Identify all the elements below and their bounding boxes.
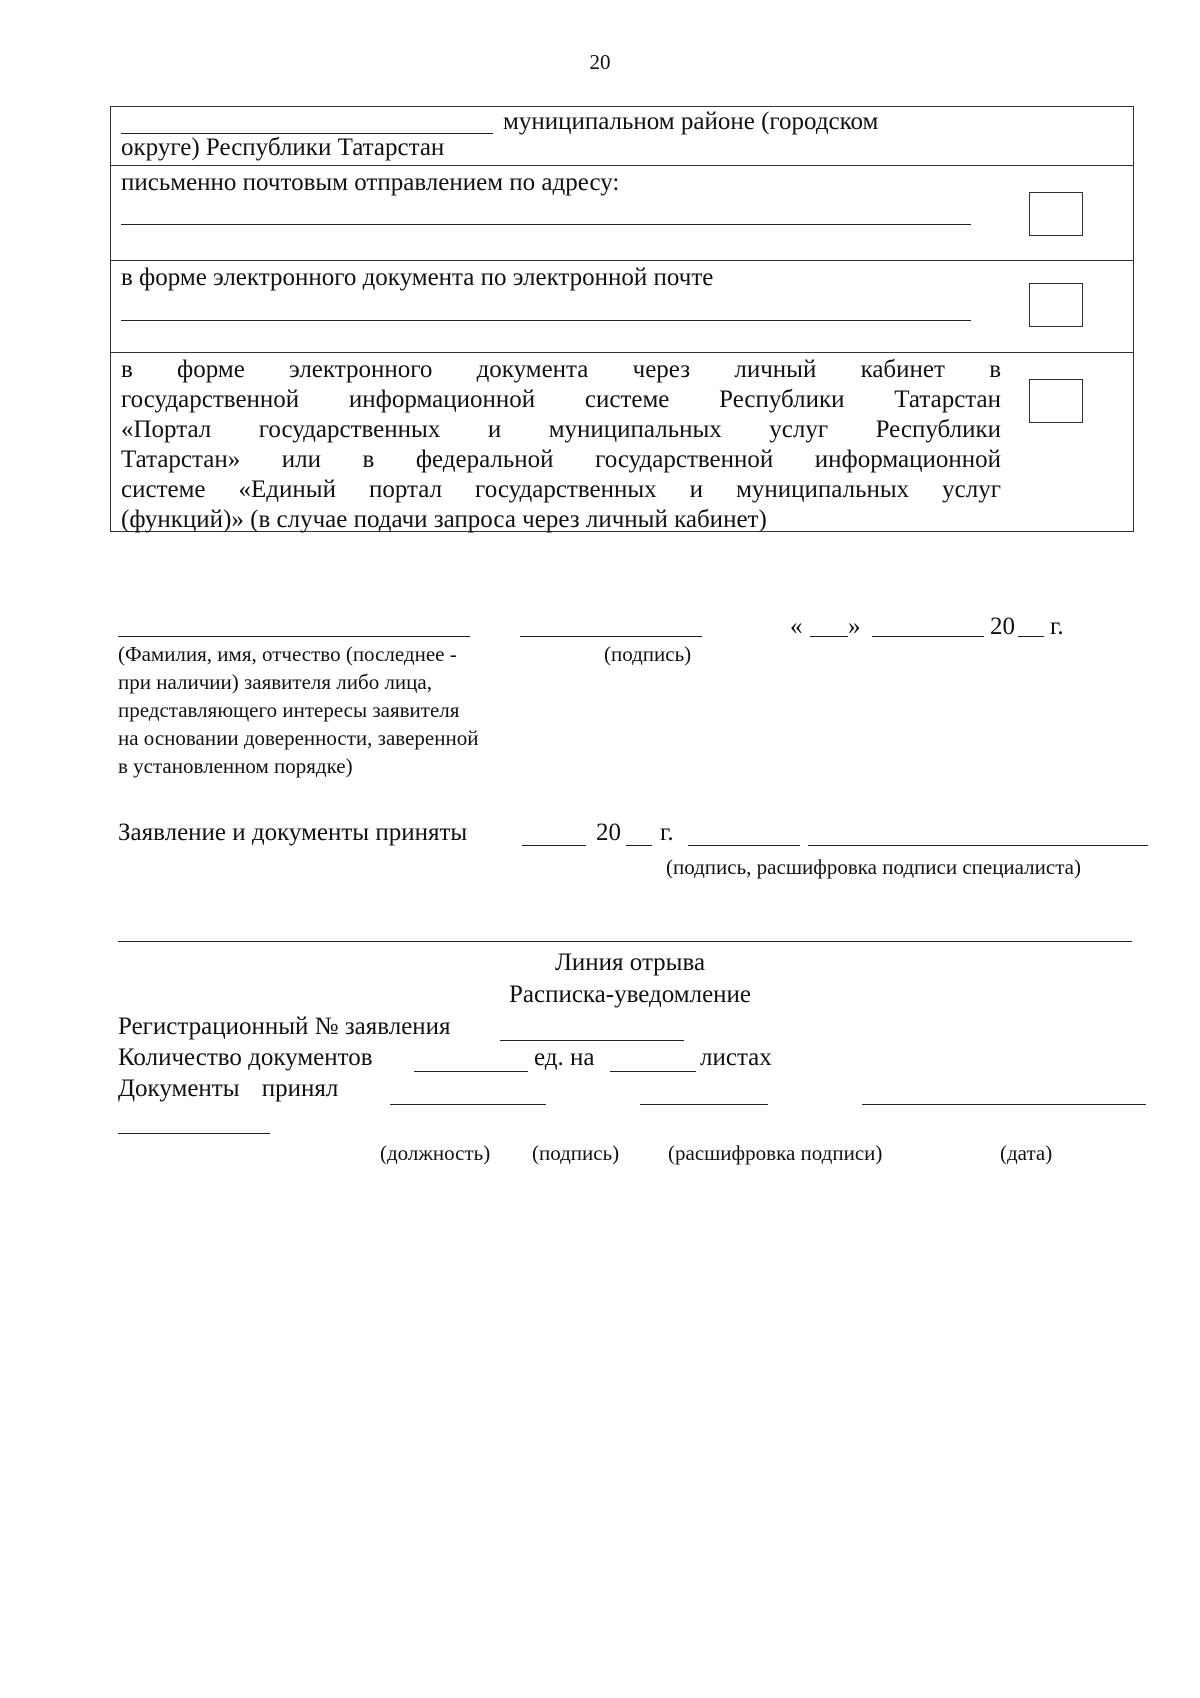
accepted-year: 20	[596, 819, 621, 846]
fio-caption-3: представляющего интересы заявителя	[118, 698, 460, 722]
delivery-options-table	[110, 106, 1134, 532]
option-row-email	[111, 261, 1133, 353]
doc-units-label: ед. на	[534, 1044, 595, 1071]
date-year: 20	[990, 613, 1015, 640]
signature-caption: (подпись)	[604, 642, 692, 666]
specialist-signature-field[interactable]	[688, 845, 800, 846]
applicant-name-field[interactable]	[118, 636, 470, 637]
date-suffix: г.	[1050, 613, 1064, 640]
date-year-field[interactable]	[1018, 636, 1044, 637]
tear-line	[118, 941, 1132, 942]
portal-option-line-3: «Портал государственных и муниципальных услуг Республики	[121, 416, 1001, 443]
applicant-signature-field[interactable]	[520, 636, 702, 637]
portal-option-line-1: в форме электронного документа через личный кабинет в	[121, 356, 1001, 383]
fio-caption-1: (Фамилия, имя, отчество (последнее -	[118, 642, 457, 666]
doc-count-label: Количество документов	[118, 1044, 373, 1071]
specialist-name-field[interactable]	[808, 845, 1148, 846]
receipt-date-field[interactable]	[118, 1133, 270, 1134]
receipt-title: Расписка-уведомление	[508, 981, 752, 1008]
reg-number-field[interactable]	[500, 1040, 684, 1041]
date-quote-open: «	[790, 613, 803, 640]
portal-option-line-6: (функций)» (в случае подачи запроса через личный кабинет)	[121, 506, 767, 533]
sheet-count-field[interactable]	[610, 1071, 696, 1072]
fio-caption-2: при наличии) заявителя либо лица,	[118, 670, 432, 694]
tear-title: Линия отрыва	[554, 949, 706, 976]
accepted-caption: (подпись, расшифровка подписи специалиста)	[666, 855, 1081, 879]
date-month-field[interactable]	[872, 636, 984, 637]
doc-count-field[interactable]	[414, 1071, 528, 1072]
fio-caption-4: на основании доверенности, заверенной	[118, 726, 479, 750]
portal-option-checkbox[interactable]	[1029, 379, 1083, 423]
accepted-day-field[interactable]	[522, 845, 586, 846]
row1-suffix: муниципальном районе (городском	[503, 108, 879, 135]
receiver-signature-caption: (подпись)	[532, 1141, 620, 1165]
portal-option-line-4: Татарстан» или в федеральной государственной информационной	[121, 446, 1001, 473]
reg-number-label: Регистрационный № заявления	[118, 1013, 451, 1040]
email-option-checkbox[interactable]	[1029, 283, 1083, 327]
post-address-field[interactable]	[121, 224, 971, 225]
portal-option-line-2: государственной информационной системе Республики Татарстан	[121, 386, 1001, 413]
option-row-portal	[111, 353, 1133, 531]
option-row-post	[111, 166, 1133, 261]
email-option-label: в форме электронного документа по электронной почте	[121, 264, 714, 291]
accepted-year-suffix: г.	[660, 819, 674, 846]
accepted-label: Заявление и документы приняты	[118, 819, 468, 846]
date-day-field[interactable]	[810, 636, 848, 637]
date-caption: (дата)	[1000, 1141, 1053, 1165]
sheets-label: листах	[700, 1044, 772, 1071]
portal-option-line-5: системе «Единый портал государственных и муниципальных услуг	[121, 476, 1001, 503]
option-row-in-person	[111, 107, 1133, 166]
post-option-label: письменно почтовым отправлением по адресу:	[121, 169, 620, 196]
position-caption: (должность)	[380, 1141, 491, 1165]
receiver-name-caption: (расшифровка подписи)	[668, 1141, 883, 1165]
page-number: 20	[589, 50, 611, 74]
receiver-signature-field[interactable]	[640, 1104, 768, 1105]
date-quote-close: »	[848, 613, 861, 640]
receiver-name-field[interactable]	[862, 1104, 1146, 1105]
email-address-field[interactable]	[121, 320, 971, 321]
fio-caption-5: в установленном порядке)	[118, 754, 353, 778]
accepted-by-label: Документы принял	[118, 1075, 339, 1102]
accepted-year-field[interactable]	[626, 845, 652, 846]
row1-line2: округе) Республики Татарстан	[121, 134, 445, 161]
post-option-checkbox[interactable]	[1029, 192, 1083, 236]
position-field[interactable]	[390, 1104, 546, 1105]
